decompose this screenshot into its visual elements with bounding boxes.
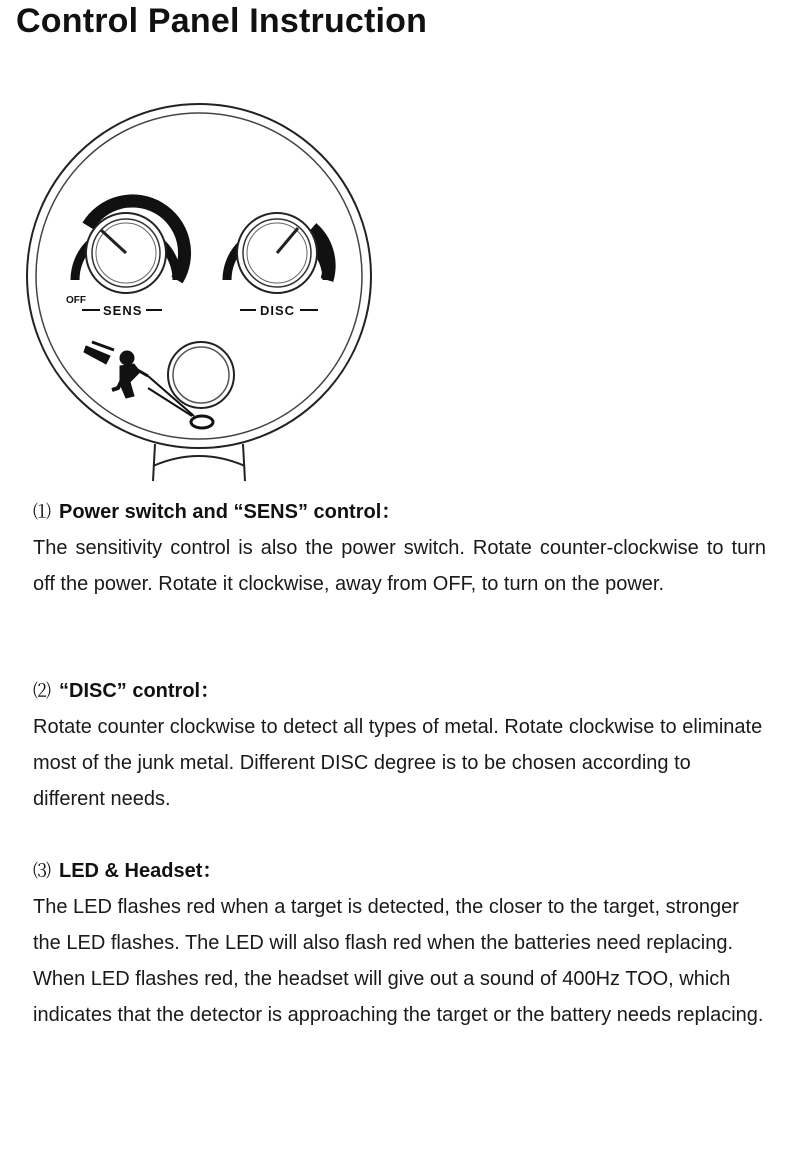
off-label: OFF xyxy=(66,295,86,306)
section-number: ⑴ xyxy=(33,502,51,522)
section-heading-text: LED & Headset： xyxy=(59,860,223,882)
section-disc xyxy=(33,673,766,817)
panel-stand xyxy=(153,444,245,481)
section-number: ⑵ xyxy=(33,681,51,701)
disc-label: DISC xyxy=(260,303,296,318)
section-heading-text: Power switch and “SENS” control： xyxy=(59,501,402,523)
section-power-sens xyxy=(33,494,766,602)
section-number: ⑶ xyxy=(33,861,51,881)
section-heading-text: “DISC” control： xyxy=(59,680,221,702)
section-paragraph: When LED flashes red, the headset will give out a sound of 400Hz TOO, which indicates that the detector is approaching the target or the battery needs replacing. xyxy=(33,968,764,1026)
sens-label: SENS xyxy=(103,303,143,318)
section-heading xyxy=(33,494,766,530)
control-panel-diagram xyxy=(22,76,382,486)
section-paragraph: The LED flashes red when a target is detected, the closer to the target, stronger the LED flashes. The LED will also flash red when the batteries need replacing. xyxy=(33,896,739,954)
led-indicator xyxy=(168,342,234,408)
section-paragraph: Rotate counter clockwise to detect all types of metal. Rotate clockwise to eliminate most of the junk metal. Different DISC degree is to be chosen according to different needs. xyxy=(33,716,763,810)
section-led-headset xyxy=(33,853,766,1033)
section-heading xyxy=(33,673,766,709)
section-heading xyxy=(33,853,766,889)
page-title: Control Panel Instruction xyxy=(16,2,428,40)
section-paragraph: The sensitivity control is also the power switch. Rotate counter-clockwise to turn off the power. Rotate it clockwise, away from OFF, to turn on the power. xyxy=(33,537,766,595)
